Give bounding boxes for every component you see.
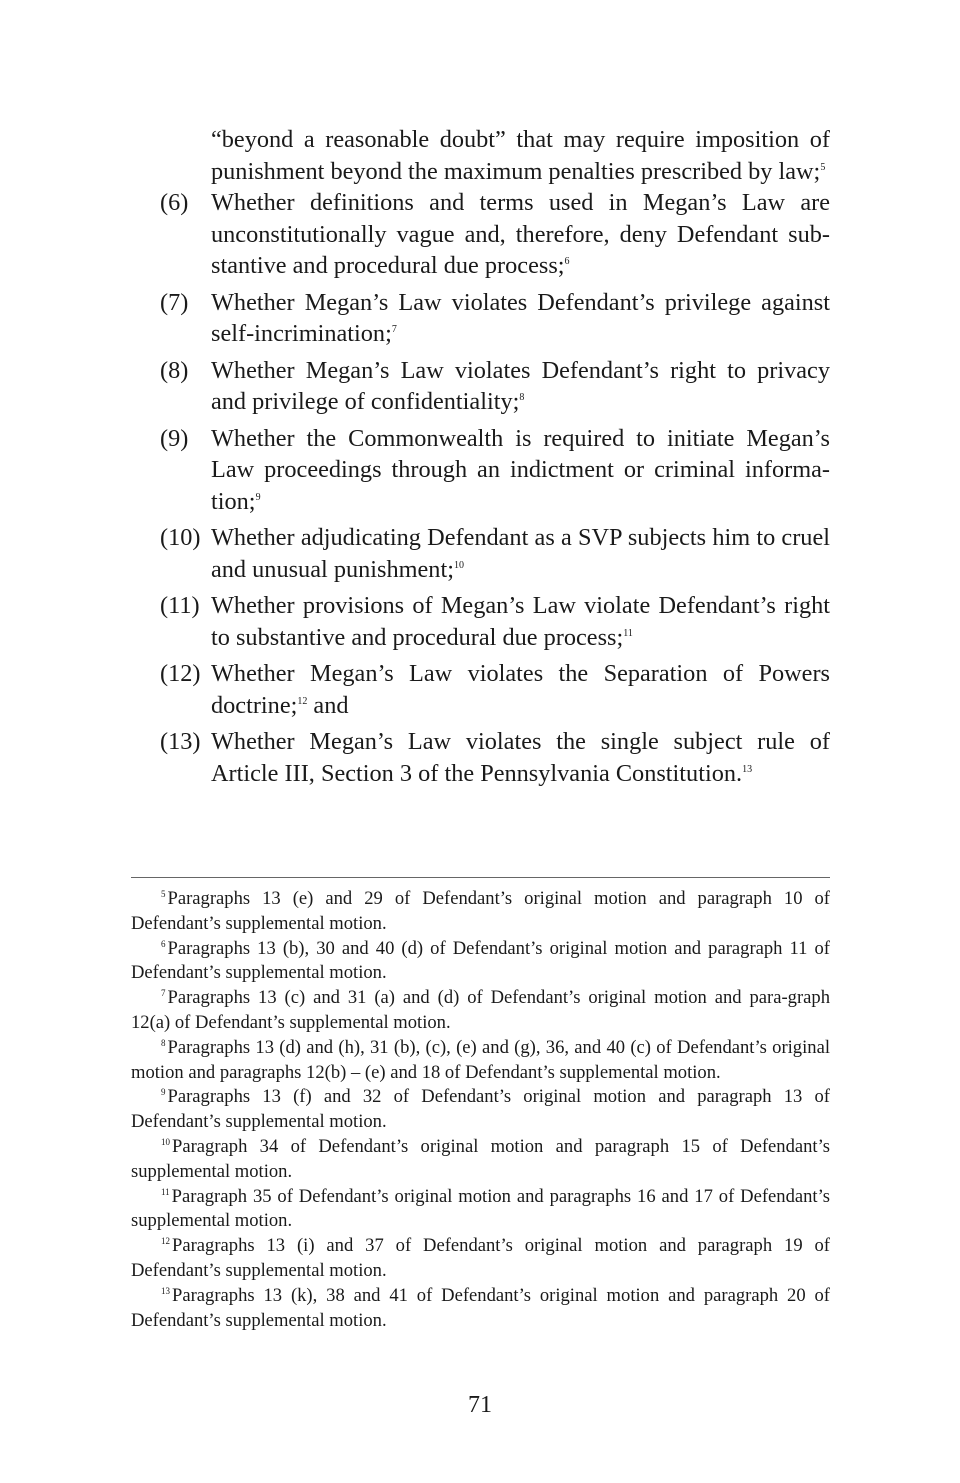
- list-item: [160, 187, 830, 282]
- list-item: [160, 423, 830, 518]
- footnote-number: 7: [161, 988, 166, 999]
- footnote-ref: 6: [564, 256, 570, 267]
- list-item: [160, 522, 830, 585]
- item-number: (9): [160, 424, 189, 452]
- item-text: Whether adjudicating Defendant as a SVP subjects him to cruel and unusual punishment;$^{10}$: [211, 524, 830, 583]
- item-number: (6): [160, 189, 189, 216]
- footnote: $^{12}$ Paragraphs 13 (i) and 37 of Defendant’s original motion and paragraph 19 of Defendant’s supplemental motion.: [131, 1235, 830, 1281]
- list-item: [160, 658, 830, 721]
- footnote-number: 12: [161, 1236, 170, 1247]
- footnote: $^5$ Paragraphs 13 (e) and 29 of Defendant’s original motion and paragraph 10 of Defendant’s supplemental motion.: [131, 888, 830, 934]
- item-number: (13): [160, 728, 201, 755]
- item-number: (7): [160, 288, 189, 316]
- footnote: $^{10}$ Paragraph 34 of Defendant’s original motion and paragraph 15 of Defendant’s supplemental motion.: [131, 1135, 830, 1182]
- item-number: (12): [160, 660, 201, 687]
- list-item: [160, 287, 830, 350]
- footnote-ref: 5: [820, 161, 826, 173]
- footnote-number: 8: [161, 1037, 166, 1048]
- page-number: 71: [468, 1392, 492, 1418]
- item-text: Whether Megan’s Law violates the Separation of Powers doctrine;$^{12}$ and: [211, 660, 830, 719]
- footnote-ref: 8: [519, 392, 525, 403]
- footnote: $^8$ Paragraphs 13 (d) and (h), 31 (b), (c), (e) and (g), 36, and 40 (c) of Defendant’s original motion and paragraphs 12(b) – (e) and 18 of Defendant’s supplemental motion.: [131, 1036, 830, 1083]
- footnote-number: 10: [161, 1136, 170, 1147]
- footnote-divider: [131, 877, 830, 878]
- footnote-number: 13: [161, 1285, 170, 1296]
- footnote: $^7$ Paragraphs 13 (c) and 31 (a) and (d) of Defendant’s original motion and para-graph 12(a) of Defendant’s supplemental motion.: [131, 987, 830, 1033]
- item-text: Whether Megan’s Law violates Defendant’s right to privacy and privilege of confidentiality;$^8$: [211, 356, 830, 415]
- footnote-number: 9: [161, 1087, 166, 1098]
- list-item: [160, 726, 830, 789]
- footnote-number: 5: [161, 889, 166, 899]
- footnote: $^9$ Paragraphs 13 (f) and 32 of Defendant’s original motion and paragraph 13 of Defendant’s supplemental motion.: [131, 1086, 830, 1133]
- list-item: [160, 590, 830, 653]
- footnote: $^{11}$ Paragraph 35 of Defendant’s original motion and paragraphs 16 and 17 of Defendant’s supplemental motion.: [131, 1185, 830, 1232]
- item-number: (11): [160, 592, 200, 619]
- footnotes: [131, 887, 830, 1333]
- footnote-number: 6: [161, 938, 166, 949]
- item-number: (8): [160, 356, 189, 384]
- continuation-paragraph: “beyond a reasonable doubt” that may require imposition of punishment beyond the maximum penalties prescribed by law;$^5$: [211, 126, 830, 185]
- footnote-ref: 10: [453, 559, 464, 571]
- item-text: Whether definitions and terms used in Megan’s Law are unconstitutionally vague and, therefore, deny Defendant sub-stantive and procedural due process;$^6$: [211, 189, 830, 279]
- footnote-ref: 12: [297, 695, 308, 707]
- footnote-ref: 9: [255, 491, 261, 503]
- issues-list: [160, 124, 830, 794]
- item-text: Whether provisions of Megan’s Law violate Defendant’s right to substantive and procedural due process;$^{11}$: [211, 592, 830, 651]
- footnote-number: 11: [161, 1186, 170, 1197]
- footnote-ref: 7: [391, 324, 397, 335]
- footnote: $^{13}$ Paragraphs 13 (k), 38 and 41 of Defendant’s original motion and paragraph 20 of Defendant’s supplemental motion.: [131, 1284, 830, 1331]
- item-number: (10): [160, 524, 201, 551]
- item-text: Whether Megan’s Law violates the single subject rule of Article III, Section 3 of the Pennsylvania Constitution.$^{13}$: [211, 728, 830, 787]
- footnote: $^6$ Paragraphs 13 (b), 30 and 40 (d) of Defendant’s original motion and paragraph 11 of Defendant’s supplemental motion.: [131, 937, 830, 984]
- footnote-ref: 13: [742, 763, 753, 775]
- item-text: Whether Megan’s Law violates Defendant’s privilege against self-incrimination;$^7$: [211, 288, 830, 347]
- list-item: [160, 355, 830, 418]
- item-text: Whether the Commonwealth is required to initiate Megan’s Law proceedings through an indictment or criminal informa-tion;$^9$: [211, 424, 830, 515]
- footnote-ref: 11: [623, 627, 633, 639]
